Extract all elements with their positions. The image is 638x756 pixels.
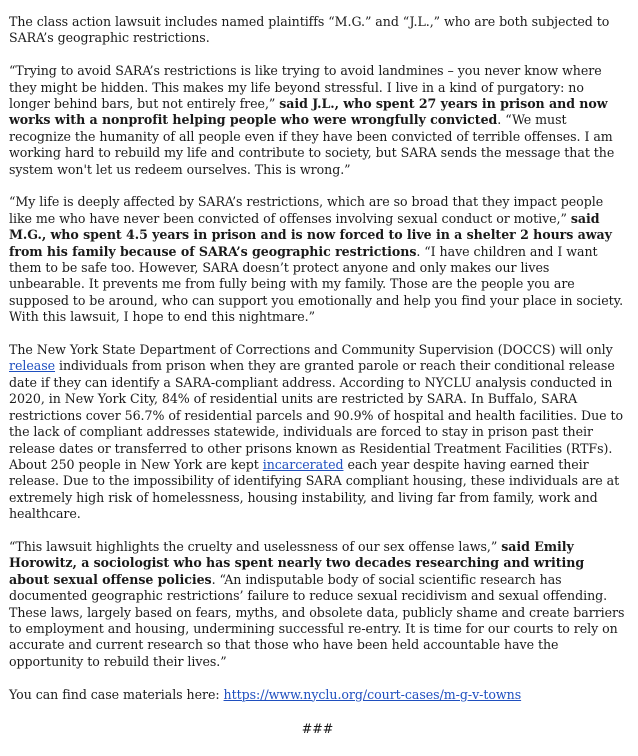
mg-quote-part-2: . “I have children and I want them to be safe too. However, SARA doesn’t protect anyone and only makes our lives unbearable. It prevents me from fully being with my family. Those are the people you are supposed to be around, who can support you emotionally and help you find your place in society. With this lawsuit, I hope to end this nightmare.” [9, 243, 624, 325]
mg-attribution: said M.G., who spent 4.5 years in prison and is now forced to live in a shelter 2 hours away from his family because of SARA’s geographic restrictions [9, 210, 612, 259]
paragraph-plaintiffs [9, 14, 626, 47]
horowitz-quote-part-2: . “An indisputable body of social scientific research has documented geographic restrictions’ failure to reduce sexual recidivism and sexual offending. These laws, largely based on fears, myths, and obsolete data, publicly shame and create barriers to employment and housing, undermining successful re-entry. It is time for our courts to rely on accurate and current research so that those who have been held accountable have the opportunity to rebuild their lives.” [9, 571, 625, 669]
paragraph-mg-quote [9, 194, 626, 325]
horowitz-quote-part-1: “This lawsuit highlights the cruelty and uselessness of our sex offense laws,” [9, 538, 502, 554]
jl-quote-part-1: “Trying to avoid SARA’s restrictions is like trying to avoid landmines – you never know where they might be hidden. This makes my life beyond stressful. I live in a kind of purgatory: no longer behind bars, but not entirely free,” [9, 63, 602, 112]
jl-quote-part-2: . “We must recognize the humanity of all people even if they have been convicted of terrible offenses. I am working hard to rebuild my life and contribute to society, but SARA sends the message that the system won't let us redeem ourselves. This is wrong.” [9, 112, 615, 177]
paragraph-doccs [9, 342, 626, 522]
doccs-text-3: each year despite having earned their release. Due to the impossibility of identifying SARA compliant housing, these individuals are at extremely high risk of homelessness, housing instability, and living far from family, work and healthcare. [9, 456, 620, 522]
plaintiffs-text: The class action lawsuit includes named plaintiffs “M.G.” and “J.L.,” who are both subjected to SARA’s geographic restrictions. [9, 14, 610, 46]
incarcerated-link[interactable]: incarcerated [262, 456, 344, 472]
mg-quote-part-1: “My life is deeply affected by SARA’s restrictions, which are so broad that they impact people like me who have never been convicted of offenses involving sexual conduct or motive,” [9, 194, 604, 226]
paragraph-case-materials [9, 687, 626, 703]
paragraph-horowitz-quote [9, 539, 626, 670]
case-materials-text: You can find case materials here: [9, 686, 224, 702]
case-materials-link[interactable]: https://www.nyclu.org/court-cases/m-g-v-towns [223, 686, 522, 702]
doccs-text-2: individuals from prison when they are granted parole or reach their conditional release date if they can identify a SARA-compliant address. According to NYCLU analysis conducted in 2020, in New York City, 84% of residential units are restricted by SARA. In Buffalo, SARA restrictions cover 56.7% of residential parcels and 90.9% of hospital and health facilities. Due to the lack of compliant addresses statewide, individuals are forced to stay in prison past their release dates or transferred to other prisons known as Residential Treatment Facilities (RTFs). About 250 people in New York are kept [9, 358, 624, 472]
horowitz-attribution: said Emily Horowitz, a sociologist who has spent nearly two decades researching and writing about sexual offense policies [9, 538, 585, 587]
release-link[interactable]: release [9, 358, 56, 374]
doccs-text-1: The New York State Department of Corrections and Community Supervision (DOCCS) will only [9, 342, 613, 358]
paragraph-jl-quote [9, 63, 626, 178]
jl-attribution: said J.L., who spent 27 years in prison and now works with a nonprofit helping people who were wrongfully convicted [9, 96, 608, 128]
end-mark: ### [301, 720, 334, 736]
